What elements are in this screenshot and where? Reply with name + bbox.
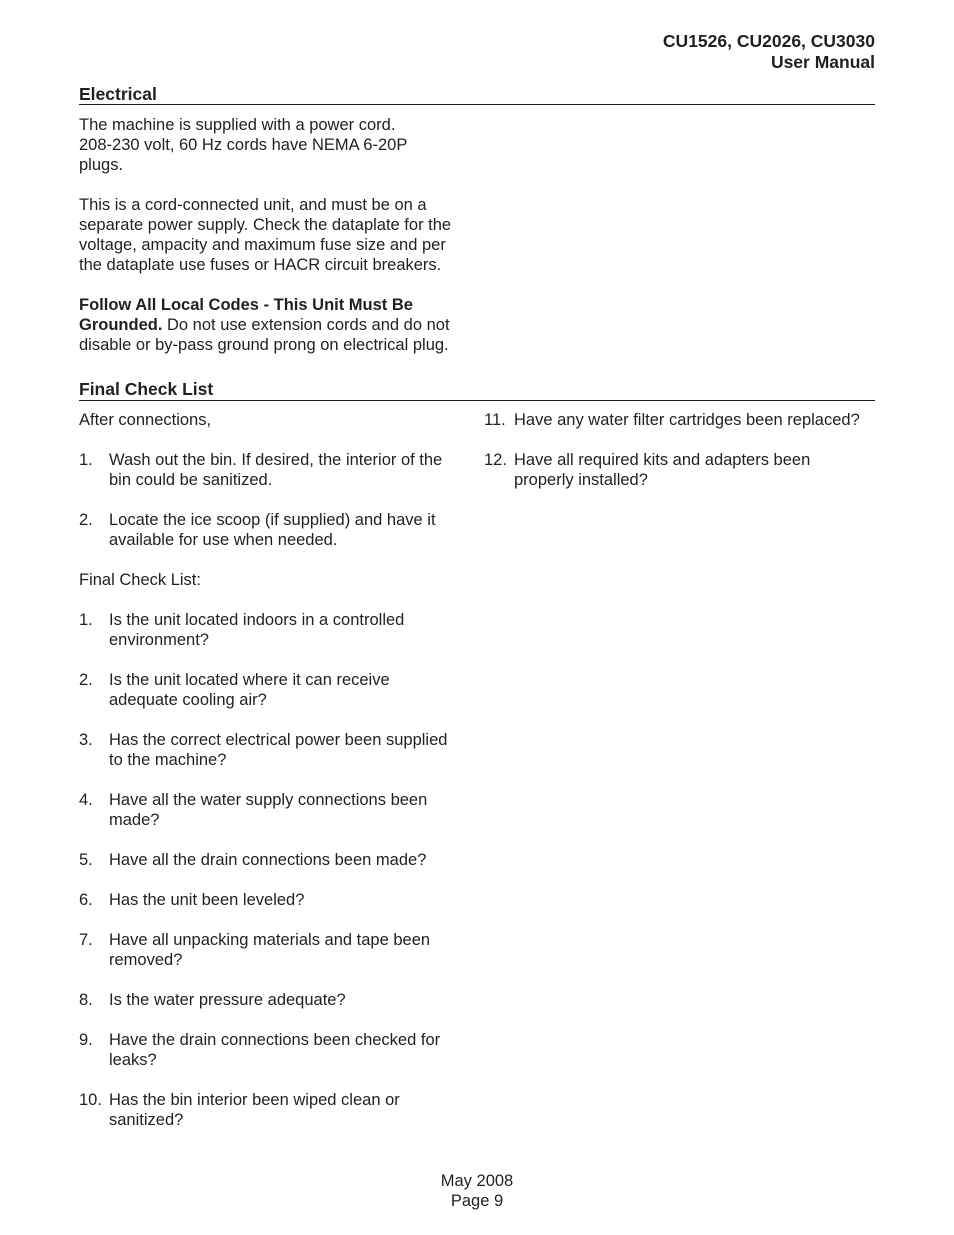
list-number: 1. xyxy=(79,451,93,469)
list-text: properly installed? xyxy=(514,471,648,489)
list-text: Has the unit been leveled? xyxy=(109,891,305,909)
warning-bold-text: Follow All Local Codes - This Unit Must Be xyxy=(79,296,413,314)
list-text: environment? xyxy=(109,631,209,649)
text-line: plugs. xyxy=(79,156,124,174)
list-text: adequate cooling air? xyxy=(109,691,267,709)
list-text: removed? xyxy=(109,951,183,969)
list-number: 5. xyxy=(79,851,93,869)
list-text: Has the bin interior been wiped clean or xyxy=(109,1091,400,1109)
list-text: made? xyxy=(109,811,160,829)
list-number: 2. xyxy=(79,511,93,529)
list-text: Is the unit located where it can receive xyxy=(109,671,390,689)
text-line: The machine is supplied with a power cord. xyxy=(79,116,396,134)
text-line: the dataplate use fuses or HACR circuit breakers. xyxy=(79,256,442,274)
list-text: Is the unit located indoors in a controlled xyxy=(109,611,405,629)
list-number: 4. xyxy=(79,791,93,809)
page-footer xyxy=(0,1171,954,1211)
model-numbers: CU1526, CU2026, CU3030 xyxy=(662,31,875,51)
text-line: 208-230 volt, 60 Hz cords have NEMA 6-20P xyxy=(79,136,408,154)
page-number: Page 9 xyxy=(450,1192,504,1210)
page-header xyxy=(663,31,875,73)
list-number: 3. xyxy=(79,731,93,749)
text-line: voltage, ampacity and maximum fuse size and per xyxy=(79,236,446,254)
intro-text: After connections, xyxy=(79,411,212,429)
document-type: User Manual xyxy=(770,52,875,72)
electrical-paragraph-1 xyxy=(79,115,479,175)
list-text: leaks? xyxy=(109,1051,157,1069)
warning-bold-text: Grounded. xyxy=(79,316,163,334)
electrical-paragraph-2 xyxy=(79,195,479,275)
section-rule xyxy=(79,104,875,105)
text-line: disable or by-pass ground prong on electrical plug. xyxy=(79,336,449,354)
list-text: to the machine? xyxy=(109,751,227,769)
list-text: Have all the water supply connections been xyxy=(109,791,428,809)
warning-text: Do not use extension cords and do not xyxy=(162,316,450,334)
list-number: 7. xyxy=(79,931,93,949)
list-number: 9. xyxy=(79,1031,93,1049)
list-text: Have all required kits and adapters been xyxy=(514,451,811,469)
list-text: Have the drain connections been checked for xyxy=(109,1031,441,1049)
list-text: bin could be sanitized. xyxy=(109,471,273,489)
text-line: separate power supply. Check the dataplate for the xyxy=(79,216,452,234)
list-text: Have all the drain connections been made? xyxy=(109,851,427,869)
list-number: 10. xyxy=(79,1091,102,1109)
list-text: Is the water pressure adequate? xyxy=(109,991,346,1009)
list-number: 11. xyxy=(484,411,506,429)
list-number: 6. xyxy=(79,891,93,909)
list-number: 1. xyxy=(79,611,93,629)
section-rule xyxy=(79,400,875,401)
grounding-warning xyxy=(79,295,479,355)
section-title-electrical: Electrical xyxy=(79,84,157,104)
list-text: Locate the ice scoop (if supplied) and have it xyxy=(109,511,436,529)
list-number: 2. xyxy=(79,671,93,689)
list-text: sanitized? xyxy=(109,1111,184,1129)
list-label: Final Check List: xyxy=(79,571,201,589)
section-title-final-check: Final Check List xyxy=(79,379,214,399)
list-number: 8. xyxy=(79,991,93,1009)
list-text: Have any water filter cartridges been replaced? xyxy=(514,411,860,429)
list-text: Has the correct electrical power been supplied xyxy=(109,731,448,749)
list-number: 12. xyxy=(484,451,507,469)
list-text: Wash out the bin. If desired, the interior of the xyxy=(109,451,443,469)
list-text: available for use when needed. xyxy=(109,531,338,549)
text-line: This is a cord-connected unit, and must be on a xyxy=(79,196,427,214)
footer-date: May 2008 xyxy=(440,1172,514,1190)
list-text: Have all unpacking materials and tape been xyxy=(109,931,431,949)
